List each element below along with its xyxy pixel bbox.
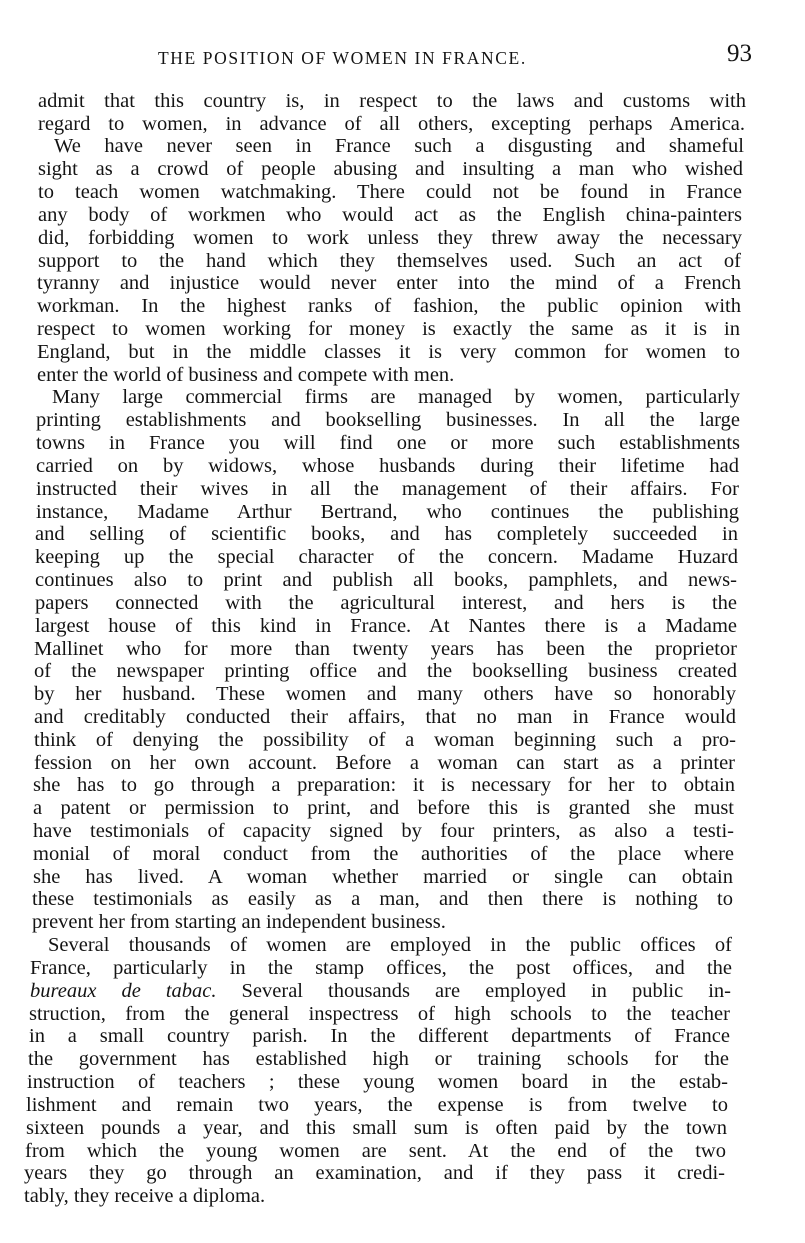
text-line: monial of moral conduct from the authorities of the place where: [33, 843, 734, 865]
text-line: instance, Madame Arthur Bertrand, who continues the publishing: [36, 501, 739, 523]
text-line: years they go through an examination, and if they pass it credi-: [24, 1162, 725, 1184]
text-line: the government has established high or training schools for the: [28, 1048, 729, 1070]
text-line: continues also to print and publish all books, pamphlets, and news-: [35, 569, 737, 591]
text-line: these testimonials as easily as a man, and then there is nothing to: [32, 888, 733, 910]
text-line: towns in France you will find one or more such establishments: [36, 432, 740, 454]
text-line: France, particularly in the stamp offices, the post offices, and the: [30, 957, 732, 979]
text-line: workman. In the highest ranks of fashion, the public opinion with: [37, 295, 741, 317]
text-line: tyranny and injustice would never enter into the mind of a French: [37, 272, 741, 294]
text-line: by her husband. These women and many others have so honorably: [34, 683, 736, 705]
text-line: support to the hand which they themselves used. Such an act of: [38, 250, 741, 272]
text-line: have testimonials of capacity signed by four printers, as also a testi-: [33, 820, 734, 842]
text-line: Several thousands of women are employed in the public offices of: [48, 934, 732, 956]
text-line: We have never seen in France such a disgusting and shameful: [54, 135, 744, 157]
page-number: 93: [727, 40, 752, 67]
text-line: tably, they receive a diploma.: [24, 1185, 266, 1207]
text-line: any body of workmen who would act as the English china-painters: [38, 204, 742, 226]
text-line: a patent or permission to print, and before this is granted she must: [33, 797, 734, 819]
text-line: Many large commercial firms are managed by women, particularly: [52, 386, 740, 408]
text-line: England, but in the middle classes it is very common for women to: [37, 341, 740, 363]
text-line: enter the world of business and compete with men.: [37, 364, 455, 386]
text-line: carried on by widows, whose husbands during their lifetime had: [36, 455, 739, 477]
text-line: she has lived. A woman whether married or single can obtain: [33, 866, 733, 888]
text-line: printing establishments and bookselling businesses. In all the large: [36, 409, 740, 431]
text-line: struction, from the general inspectress of high schools to the teacher: [29, 1003, 730, 1025]
text-line: papers connected with the agricultural interest, and hers is the: [35, 592, 737, 614]
text-line: sixteen pounds a year, and this small sum is often paid by the town: [26, 1117, 727, 1139]
text-line: largest house of this kind in France. At Nantes there is a Madame: [35, 615, 737, 637]
text-line: admit that this country is, in respect to the laws and customs with: [38, 90, 746, 112]
text-line: fession on her own account. Before a woman can start as a printer: [34, 752, 735, 774]
text-line: of the newspaper printing office and the bookselling business created: [34, 660, 737, 682]
text-line: respect to women working for money is exactly the same as it is in: [37, 318, 740, 340]
text-line: and creditably conducted their affairs, that no man in France would: [34, 706, 736, 728]
text-line: she has to go through a preparation: it is necessary for her to obtain: [33, 774, 735, 796]
text-line: in a small country parish. In the different departments of France: [29, 1025, 730, 1047]
text-line: [30, 980, 731, 1003]
text-line-rest: Several thousands are employed in public in-: [216, 980, 731, 1002]
text-line: did, forbidding women to work unless they threw away the necessary: [38, 227, 742, 249]
text-line: keeping up the special character of the concern. Madame Huzard: [35, 546, 738, 568]
running-title: THE POSITION OF WOMEN IN FRANCE.: [158, 48, 527, 68]
text-line: lishment and remain two years, the expense is from twelve to: [26, 1094, 728, 1116]
text-line: and selling of scientific books, and has completely succeeded in: [35, 523, 738, 545]
italic-term: bureaux de tabac.: [30, 980, 217, 1002]
text-line: regard to women, in advance of all others, excepting perhaps America.: [38, 113, 745, 135]
text-line: think of denying the possibility of a woman beginning such a pro-: [34, 729, 736, 751]
text-line: Mallinet who for more than twenty years has been the proprietor: [34, 638, 737, 660]
text-line: instructed their wives in all the management of their affairs. For: [36, 478, 739, 500]
text-line: from which the young women are sent. At the end of the two: [25, 1140, 726, 1162]
text-line: prevent her from starting an independent business.: [32, 911, 446, 933]
text-line: sight as a crowd of people abusing and insulting a man who wished: [38, 158, 743, 180]
text-line: instruction of teachers ; these young women board in the estab-: [27, 1071, 728, 1093]
text-line: to teach women watchmaking. There could not be found in France: [38, 181, 742, 203]
